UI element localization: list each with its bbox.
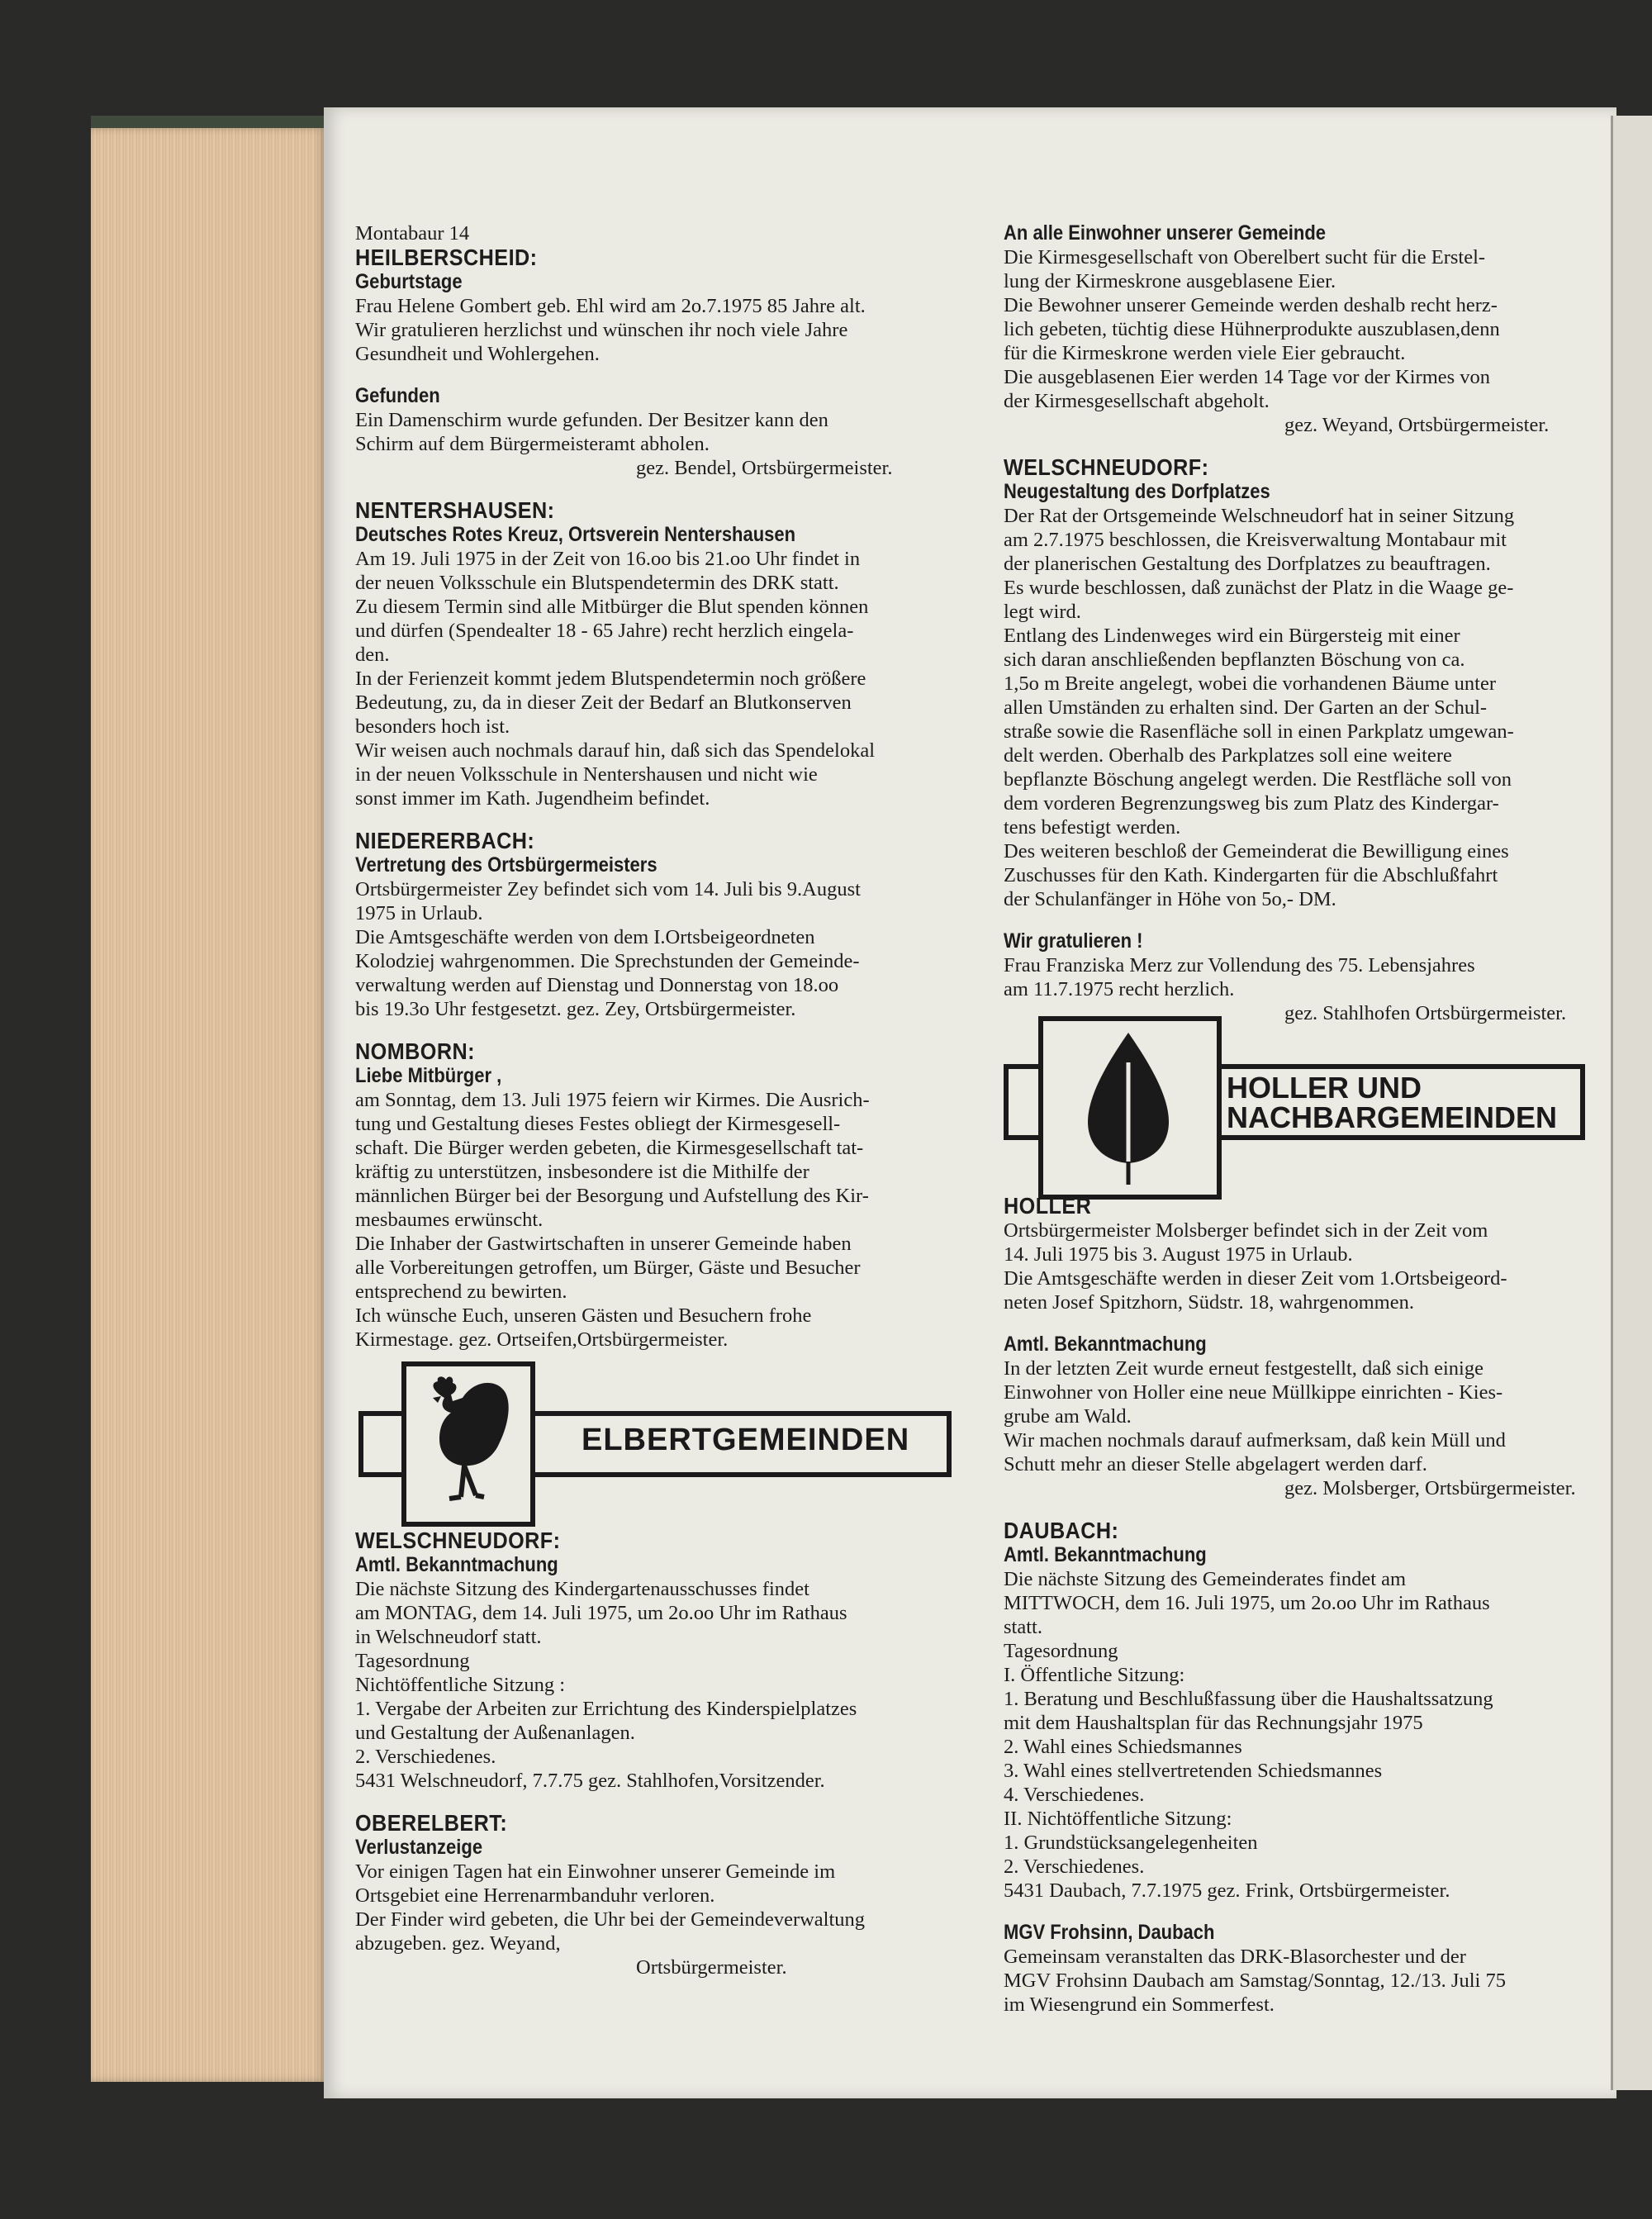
notice-section — [355, 245, 983, 480]
text-line: 2. Verschiedenes. — [355, 1746, 496, 1768]
text-line: tens befestigt werden. — [1004, 816, 1181, 839]
text-line: delt werden. Oberhalb des Parkplatzes soll eine weitere — [1004, 744, 1452, 767]
right-sections — [1004, 221, 1590, 1025]
text-line: im Wiesengrund ein Sommerfest. — [1004, 1993, 1275, 2016]
notice-section — [355, 498, 983, 810]
text-line: am MONTAG, dem 14. Juli 1975, um 2o.oo Uhr im Rathaus — [355, 1602, 847, 1624]
text-line: 5431 Daubach, 7.7.1975 gez. Frink, Ortsbürgermeister. — [1004, 1879, 1450, 1902]
notice-heading: Geburtstage — [355, 270, 463, 293]
text-line: und dürfen (Spendealter 18 - 65 Jahre) recht herzlich eingela- — [355, 620, 854, 642]
town-heading: HOLLER — [1004, 1193, 1092, 1219]
text-line: Nichtöffentliche Sitzung : — [355, 1674, 566, 1696]
banner-elbertgemeinden — [358, 1361, 953, 1527]
text-line: 1,5o m Breite angelegt, wobei die vorhandenen Bäume unter — [1004, 672, 1496, 695]
right-column — [1004, 221, 1590, 1043]
text-line: Tagesordnung — [355, 1650, 470, 1672]
notice-heading: Amtl. Bekanntmachung — [1004, 1543, 1207, 1566]
text-line: sich daran anschließenden bepflanzten Böschung von ca. — [1004, 649, 1465, 671]
leaf-icon — [1083, 1029, 1174, 1186]
notice — [355, 853, 983, 1021]
text-line: besonders hoch ist. — [355, 715, 510, 738]
text-line: Die Amtsgeschäfte werden von dem I.Ortsbeigeordneten — [355, 926, 815, 948]
text-line: Die Bewohner unserer Gemeinde werden deshalb recht herz- — [1004, 294, 1498, 316]
text-line: der Schulanfänger in Höhe von 5o,- DM. — [1004, 888, 1336, 910]
text-line: Schutt mehr an dieser Stelle abgelagert werden darf. — [1004, 1453, 1427, 1475]
notice-heading: Amtl. Bekanntmachung — [1004, 1333, 1207, 1356]
text-line: der neuen Volksschule ein Blutspendetermin des DRK statt. — [355, 572, 839, 594]
town-heading: NIEDERERBACH: — [355, 828, 535, 853]
place-line: Montabaur 14 — [355, 222, 470, 245]
text-line: Die ausgeblasenen Eier werden 14 Tage vor der Kirmes von — [1004, 366, 1491, 388]
text-line: 2. Verschiedenes. — [1004, 1856, 1145, 1878]
text-line: straße sowie die Rasenfläche soll in einen Parkplatz umgewan- — [1004, 720, 1514, 743]
notice-heading: Amtl. Bekanntmachung — [355, 1553, 558, 1576]
text-line: I. Öffentliche Sitzung: — [1004, 1664, 1185, 1686]
text-line: 3. Wahl eines stellvertretenden Schiedsmannes — [1004, 1760, 1383, 1782]
text-line: am Sonntag, dem 13. Juli 1975 feiern wir Kirmes. Die Ausrich- — [355, 1089, 870, 1111]
next-page-edge — [1611, 116, 1652, 2090]
signature: gez. Bendel, Ortsbürgermeister. — [636, 457, 893, 479]
text-line: Einwohner von Holler eine neue Müllkippe einrichten - Kies- — [1004, 1381, 1503, 1404]
notice-heading: An alle Einwohner unserer Gemeinde — [1004, 221, 1327, 245]
text-line: in der neuen Volksschule in Nentershausen und nicht wie — [355, 763, 818, 786]
text-line: Die nächste Sitzung des Gemeinderates findet am — [1004, 1568, 1407, 1590]
notice-section — [1004, 455, 1590, 1025]
notice-heading: Liebe Mitbürger , — [355, 1064, 502, 1087]
notice — [1004, 221, 1590, 437]
notice-section — [355, 1528, 983, 1793]
notice — [1004, 1219, 1590, 1314]
notice-section — [355, 1039, 983, 1352]
left-sections-lower — [355, 1528, 983, 1979]
notice — [355, 384, 983, 480]
right-sections-lower — [1004, 1194, 1590, 2017]
town-heading: NOMBORN: — [355, 1038, 475, 1064]
text-line: Ortsbürgermeister Molsberger befindet sich in der Zeit vom — [1004, 1219, 1488, 1242]
text-line: lung der Kirmeskrone ausgeblasene Eier. — [1004, 270, 1336, 292]
signature: gez. Molsberger, Ortsbürgermeister. — [1284, 1477, 1576, 1499]
rooster-icon — [416, 1373, 519, 1510]
text-line: Wir machen nochmals darauf aufmerksam, daß kein Müll und — [1004, 1429, 1506, 1452]
banner-holler — [1004, 1016, 1582, 1198]
text-line: 14. Juli 1975 bis 3. August 1975 in Urlaub. — [1004, 1243, 1353, 1266]
text-line: Gemeinsam veranstalten das DRK-Blasorchester und der — [1004, 1946, 1466, 1968]
notice-section — [355, 1811, 983, 1979]
text-line: 5431 Welschneudorf, 7.7.75 gez. Stahlhofen,Vorsitzender. — [355, 1770, 825, 1792]
notice-heading: Vertretung des Ortsbürgermeisters — [355, 853, 657, 877]
notice — [355, 270, 983, 366]
text-line: 1. Beratung und Beschlußfassung über die Haushaltssatzung — [1004, 1688, 1493, 1710]
text-line: Am 19. Juli 1975 in der Zeit von 16.oo bis 21.oo Uhr findet in — [355, 548, 861, 570]
text-line: männlichen Bürger bei der Besorgung und Aufstellung des Kir- — [355, 1185, 869, 1207]
text-line: Ein Damenschirm wurde gefunden. Der Besitzer kann den — [355, 409, 828, 431]
text-line: den. — [355, 644, 390, 666]
text-line: 4. Verschiedenes. — [1004, 1784, 1145, 1806]
text-line: Ich wünsche Euch, unseren Gästen und Besuchern frohe — [355, 1304, 812, 1327]
text-line: neten Josef Spitzhorn, Südstr. 18, wahrgenommen. — [1004, 1291, 1414, 1314]
signature: gez. Weyand, Ortsbürgermeister. — [1284, 414, 1550, 436]
notice — [1004, 480, 1590, 911]
text-line: der Kirmesgesellschaft abgeholt. — [1004, 390, 1270, 412]
text-line: Zuschusses für den Kath. Kindergarten für die Abschlußfahrt — [1004, 864, 1498, 886]
notice-heading: Deutsches Rotes Kreuz, Ortsverein Nentershausen — [355, 523, 796, 546]
text-line: Schirm auf dem Bürgermeisteramt abholen. — [355, 433, 710, 455]
town-heading: OBERELBERT: — [355, 1810, 508, 1836]
text-line: Kolodziej wahrgenommen. Die Sprechstunden der Gemeinde- — [355, 950, 860, 972]
town-heading: DAUBACH: — [1004, 1518, 1119, 1543]
text-line: Ortsgebiet eine Herrenarmbanduhr verloren. — [355, 1884, 715, 1907]
text-line: entsprechend zu bewirten. — [355, 1281, 567, 1303]
text-line: Zu diesem Termin sind alle Mitbürger die Blut spenden können — [355, 596, 869, 618]
notice-section — [1004, 1518, 1590, 2017]
notice-heading: Neugestaltung des Dorfplatzes — [1004, 480, 1270, 503]
banner-label-holler-line2: NACHBARGEMEINDEN — [1227, 1100, 1558, 1134]
text-line: am 11.7.1975 recht herzlich. — [1004, 978, 1235, 1000]
text-line: legt wird. — [1004, 601, 1081, 623]
town-heading: WELSCHNEUDORF: — [1004, 454, 1209, 480]
text-line: Tagesordnung — [1004, 1640, 1118, 1662]
notice-heading: Verlustanzeige — [355, 1836, 483, 1859]
notice-section — [355, 829, 983, 1021]
notice — [1004, 929, 1590, 1025]
text-line: Der Rat der Ortsgemeinde Welschneudorf hat in seiner Sitzung — [1004, 505, 1515, 527]
notice — [1004, 1333, 1590, 1500]
notice-heading: Gefunden — [355, 384, 440, 407]
text-line: verwaltung werden auf Dienstag und Donnerstag von 18.oo — [355, 974, 839, 996]
notice — [355, 1064, 983, 1352]
text-line: Die nächste Sitzung des Kindergartenausschusses findet — [355, 1578, 809, 1600]
text-line: Kirmestage. gez. Ortseifen,Ortsbürgermeister. — [355, 1328, 729, 1351]
text-line: Vor einigen Tagen hat ein Einwohner unserer Gemeinde im — [355, 1860, 836, 1883]
text-line: Wir gratulieren herzlichst und wünschen ihr noch viele Jahre — [355, 319, 848, 341]
right-column-lower — [1004, 1194, 1590, 2035]
text-line: Wir weisen auch nochmals darauf hin, daß sich das Spendelokal — [355, 739, 876, 762]
text-line: 1. Grundstücksangelegenheiten — [1004, 1832, 1258, 1854]
text-line: abzugeben. gez. Weyand, — [355, 1932, 561, 1955]
left-sections — [355, 245, 983, 1352]
text-line: Gesundheit und Wohlergehen. — [355, 343, 600, 365]
notice-section — [1004, 1194, 1590, 1500]
town-heading: HEILBERSCHEID: — [355, 245, 538, 270]
notice-section — [1004, 221, 1590, 437]
notice-heading: Wir gratulieren ! — [1004, 929, 1143, 953]
text-line: 1975 in Urlaub. — [355, 902, 483, 924]
text-line: tung und Gestaltung dieses Festes obliegt der Kirmesgesell- — [355, 1113, 841, 1135]
text-line: für die Kirmeskrone werden viele Eier gebraucht. — [1004, 342, 1406, 364]
text-line: Die Inhaber der Gastwirtschaften in unserer Gemeinde haben — [355, 1233, 852, 1255]
notice — [355, 1836, 983, 1979]
banner-label-elbertgemeinden: ELBERTGEMEINDEN — [582, 1423, 910, 1457]
text-line: Frau Helene Gombert geb. Ehl wird am 2o.7.1975 85 Jahre alt. — [355, 295, 866, 317]
notice-heading: MGV Frohsinn, Daubach — [1004, 1921, 1215, 1944]
text-line: am 2.7.1975 beschlossen, die Kreisverwaltung Montabaur mit — [1004, 529, 1507, 551]
text-line: in Welschneudorf statt. — [355, 1626, 542, 1648]
town-heading: NENTERSHAUSEN: — [355, 497, 555, 523]
notice — [1004, 1921, 1590, 2017]
text-line: Bedeutung, zu, da in dieser Zeit der Bedarf an Blutkonserven — [355, 691, 852, 714]
text-line: Der Finder wird gebeten, die Uhr bei der Gemeindeverwaltung — [355, 1908, 866, 1931]
text-line: sonst immer im Kath. Jugendheim befindet. — [355, 787, 710, 810]
text-line: 1. Vergabe der Arbeiten zur Errichtung des Kinderspielplatzes — [355, 1698, 857, 1720]
text-line: bis 19.3o Uhr festgesetzt. gez. Zey, Ortsbürgermeister. — [355, 998, 796, 1020]
text-line: Des weiteren beschloß der Gemeinderat die Bewilligung eines — [1004, 840, 1509, 862]
left-column-lower — [355, 1528, 983, 1998]
text-line: 2. Wahl eines Schiedsmannes — [1004, 1736, 1242, 1758]
text-line: Frau Franziska Merz zur Vollendung des 75. Lebensjahres — [1004, 954, 1475, 976]
text-line: lich gebeten, tüchtig diese Hühnerprodukte auszublasen,denn — [1004, 318, 1500, 340]
notice — [355, 1553, 983, 1793]
text-line: allen Umständen zu erhalten sind. Der Garten an der Schul- — [1004, 696, 1488, 719]
notice — [355, 523, 983, 810]
text-line: MITTWOCH, dem 16. Juli 1975, um 2o.oo Uhr im Rathaus — [1004, 1592, 1490, 1614]
book-page-edges — [91, 128, 326, 2082]
text-line: Es wurde beschlossen, daß zunächst der Platz in die Waage ge- — [1004, 577, 1514, 599]
text-line: II. Nichtöffentliche Sitzung: — [1004, 1808, 1232, 1830]
text-line: alle Vorbereitungen getroffen, um Bürger, Gäste und Besucher — [355, 1257, 861, 1279]
left-column — [355, 221, 983, 1370]
banner-label-holler-line1: HOLLER UND — [1227, 1071, 1422, 1105]
text-line: schaft. Die Bürger werden gebeten, die Kirmesgesellschaft tat- — [355, 1137, 864, 1159]
text-line: der planerischen Gestaltung des Dorfplatzes zu beauftragen. — [1004, 553, 1491, 575]
text-line: Ortsbürgermeister Zey befindet sich vom 14. Juli bis 9.August — [355, 878, 861, 900]
text-line: und Gestaltung der Außenanlagen. — [355, 1722, 635, 1744]
signature: Ortsbürgermeister. — [636, 1956, 787, 1979]
notice — [1004, 1543, 1590, 1903]
town-heading: WELSCHNEUDORF: — [355, 1528, 561, 1553]
text-line: In der Ferienzeit kommt jedem Blutspendetermin noch größere — [355, 668, 866, 690]
text-line: MGV Frohsinn Daubach am Samstag/Sonntag, 12./13. Juli 75 — [1004, 1970, 1506, 1992]
text-line: grube am Wald. — [1004, 1405, 1132, 1428]
text-line: statt. — [1004, 1616, 1042, 1638]
text-line: dem vorderen Begrenzungsweg bis zum Platz des Kindergar- — [1004, 792, 1499, 815]
text-line: Entlang des Lindenweges wird ein Bürgersteig mit einer — [1004, 625, 1460, 647]
text-line: mit dem Haushaltsplan für das Rechnungsjahr 1975 — [1004, 1712, 1423, 1734]
signature: gez. Stahlhofen Ortsbürgermeister. — [1284, 1002, 1567, 1024]
text-line: Die Amtsgeschäfte werden in dieser Zeit vom 1.Ortsbeigeord- — [1004, 1267, 1507, 1290]
text-line: In der letzten Zeit wurde erneut festgestellt, daß sich einige — [1004, 1357, 1483, 1380]
text-line: mesbaumes erwünscht. — [355, 1209, 544, 1231]
text-line: Die Kirmesgesellschaft von Oberelbert sucht für die Erstel- — [1004, 246, 1486, 268]
text-line: bepflanzte Böschung angelegt werden. Die Restfläche soll von — [1004, 768, 1512, 791]
text-line: kräftig zu unterstützen, insbesondere ist die Mithilfe der — [355, 1161, 809, 1183]
